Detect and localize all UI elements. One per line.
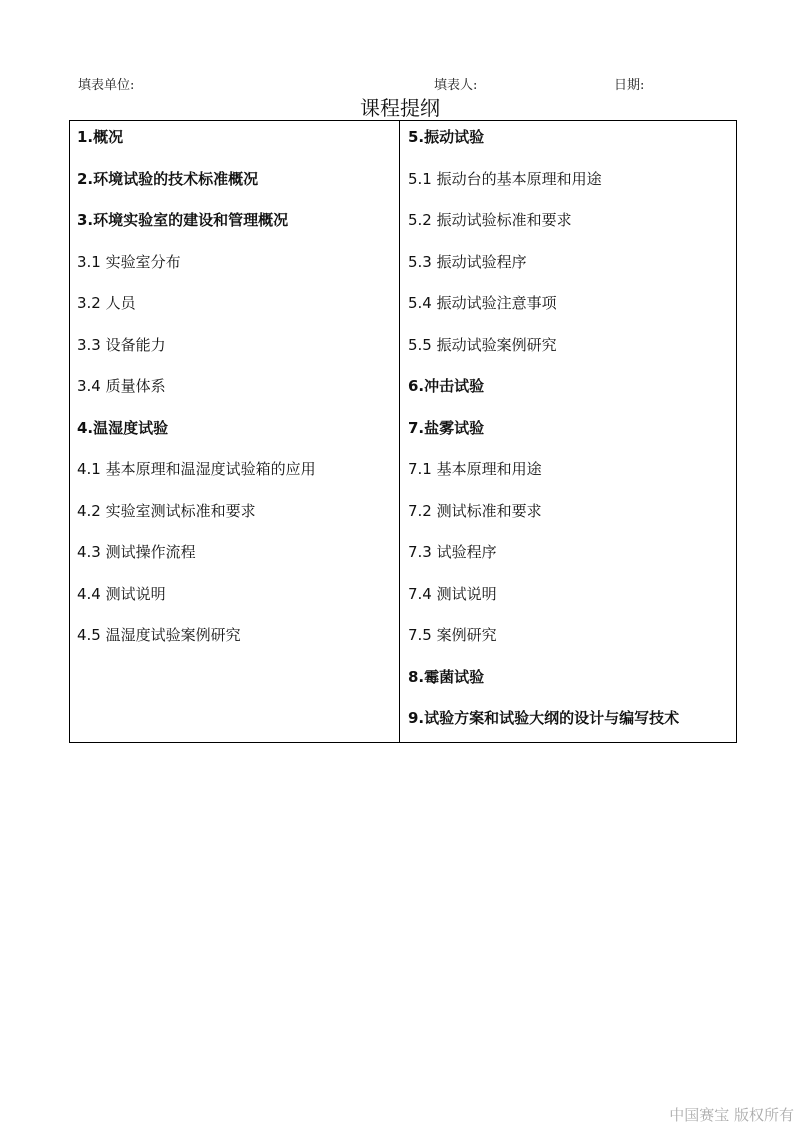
- outline-section-heading: 9.试验方案和试验大纲的设计与编写技术: [408, 709, 680, 727]
- copyright-footer: 中国赛宝 版权所有: [669, 1106, 794, 1124]
- outline-subsection-item: 3.3 设备能力: [77, 335, 166, 354]
- outline-section-heading: 7.盐雾试验: [408, 418, 485, 437]
- outline-right-column: [400, 121, 736, 742]
- outline-section-heading: 3.环境实验室的建设和管理概况: [77, 211, 289, 229]
- outline-section-heading: 5.振动试验: [408, 128, 485, 146]
- outline-subsection-item: 4.4 测试说明: [77, 584, 166, 603]
- outline-left-column: [70, 121, 400, 742]
- outline-subsection-item: 4.1 基本原理和温湿度试验箱的应用: [77, 460, 316, 478]
- page-title: 课程提纲: [360, 96, 440, 120]
- outline-subsection-item: 3.4 质量体系: [77, 377, 166, 395]
- outline-subsection-item: 5.4 振动试验注意事项: [408, 294, 557, 312]
- outline-subsection-item: 4.3 测试操作流程: [77, 543, 196, 561]
- outline-subsection-item: 4.5 温湿度试验案例研究: [77, 626, 241, 644]
- outline-section-heading: 8.霉菌试验: [408, 667, 485, 686]
- outline-section-heading: 2.环境试验的技术标准概况: [77, 169, 259, 188]
- outline-subsection-item: 7.4 测试说明: [408, 584, 497, 603]
- outline-subsection-item: 5.5 振动试验案例研究: [408, 335, 557, 354]
- unit-label: 填表单位:: [78, 78, 135, 93]
- outline-subsection-item: 5.1 振动台的基本原理和用途: [408, 169, 602, 188]
- outline-subsection-item: 5.3 振动试验程序: [408, 252, 527, 271]
- outline-section-heading: 6.冲击试验: [408, 377, 485, 395]
- filler-label: 填表人:: [434, 78, 478, 93]
- date-label: 日期:: [614, 78, 645, 93]
- outline-subsection-item: 7.5 案例研究: [408, 626, 497, 644]
- outline-section-heading: 1.概况: [77, 128, 124, 146]
- outline-subsection-item: 7.1 基本原理和用途: [408, 460, 542, 478]
- outline-subsection-item: 7.2 测试标准和要求: [408, 501, 542, 520]
- outline-subsection-item: 4.2 实验室测试标准和要求: [77, 501, 256, 520]
- outline-section-heading: 4.温湿度试验: [77, 418, 169, 437]
- outline-subsection-item: 3.1 实验室分布: [77, 252, 181, 271]
- outline-subsection-item: 5.2 振动试验标准和要求: [408, 211, 572, 229]
- course-outline-table: [69, 120, 737, 743]
- outline-subsection-item: 7.3 试验程序: [408, 543, 497, 561]
- outline-subsection-item: 3.2 人员: [77, 294, 136, 312]
